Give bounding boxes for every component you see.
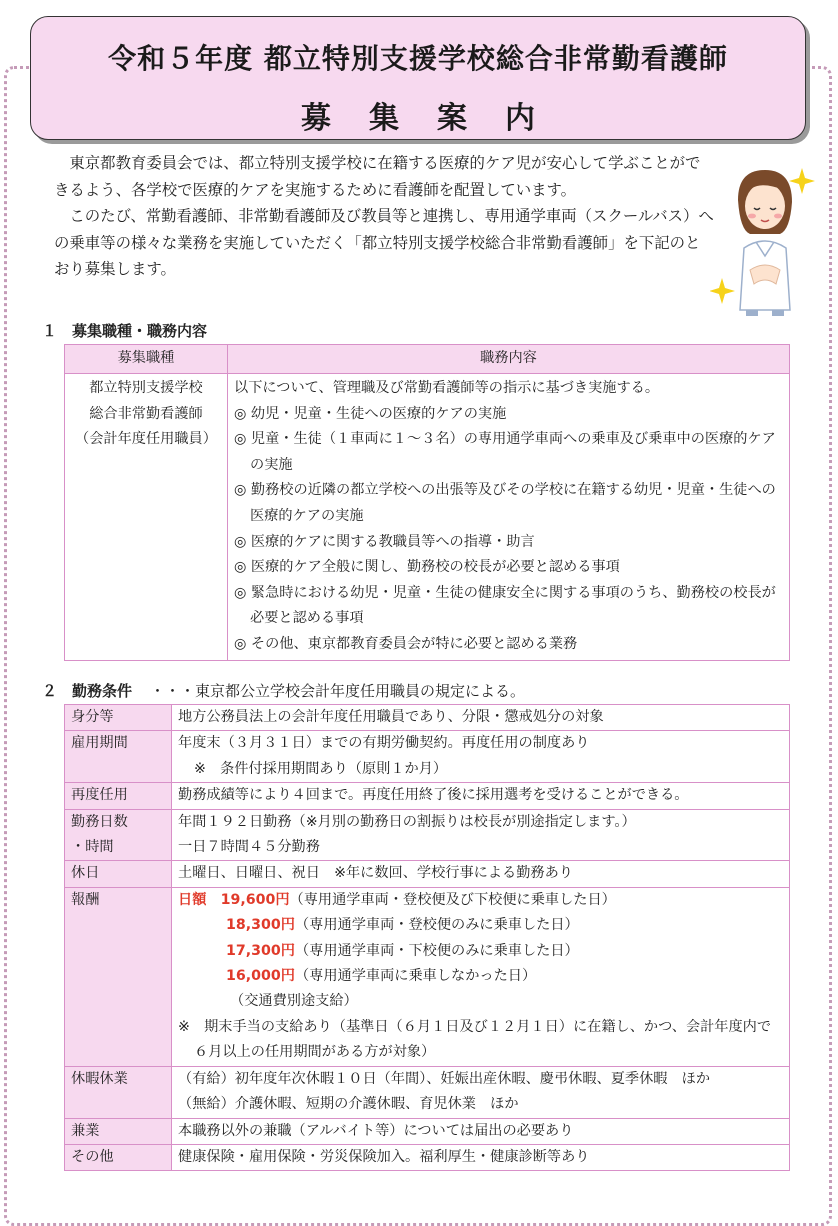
row-value: （有給）初年度年次休暇１０日（年間）、妊娠出産休暇、慶弔休暇、夏季休暇 ほか （無給）介護休暇、短期の介護休暇、育児休業 ほか <box>172 1066 790 1118</box>
job-description-table <box>64 344 790 661</box>
table-row <box>65 1066 790 1118</box>
row-label: 再度任用 <box>65 783 172 809</box>
table-row <box>65 783 790 809</box>
page-title: 令和５年度 都立特別支援学校総合非常勤看護師 <box>108 42 728 75</box>
duty-item: ◎ 幼児・児童・生徒への医療的ケアの実施 <box>234 405 507 422</box>
section2-note: ・・・東京都公立学校会計年度任用職員の規定による。 <box>150 682 526 700</box>
table-row <box>65 861 790 887</box>
table-header-row <box>65 345 790 374</box>
pay-rate: 日額 19,600円（専用通学車両・登校便及び下校便に乗車した日） <box>178 891 616 908</box>
duty-item: ◎ 医療的ケアに関する教職員等への指導・助言 <box>234 533 535 550</box>
pay-rate: 16,000円（専用通学車両に乗車しなかった日） <box>226 968 537 985</box>
table-row <box>65 374 790 661</box>
row-label: 休暇休業 <box>65 1066 172 1118</box>
work-conditions-table <box>64 704 790 1171</box>
duty-item: ◎ 緊急時における幼児・児童・生徒の健康安全に関する事項のうち、勤務校の校長が必要と認める事項 <box>234 584 776 627</box>
bonus-note: ※ 期末手当の支給あり（基準日（６月１日及び１２月１日）に在籍し、かつ、会計年度内で６月以上の任用期間がある方が対象） <box>178 1018 772 1061</box>
table-row <box>65 1118 790 1144</box>
row-label: 雇用期間 <box>65 731 172 783</box>
column-header-duties: 職務内容 <box>228 345 790 374</box>
table-row <box>65 887 790 1066</box>
row-value: 地方公務員法上の会計年度任用職員であり、分限・懲戒処分の対象 <box>172 705 790 731</box>
section2-heading: ２ 勤務条件 ・・・東京都公立学校会計年度任用職員の規定による。 <box>42 682 526 700</box>
table-row <box>65 705 790 731</box>
row-value: 勤務成績等により４回まで。再度任用終了後に採用選考を受けることができる。 <box>172 783 790 809</box>
duties-intro: 以下について、管理職及び常勤看護師等の指示に基づき実施する。 <box>234 380 660 396</box>
duty-item: ◎ 医療的ケア全般に関し、勤務校の校長が必要と認める事項 <box>234 559 620 576</box>
duty-item: ◎ 児童・生徒（１車両に１～３名）の専用通学車両への乗車及び乗車中の医療的ケアの実施 <box>234 431 776 473</box>
transport-note: （交通費別途支給） <box>230 993 358 1010</box>
intro-text <box>54 150 714 283</box>
table-row <box>65 1144 790 1170</box>
table-row <box>65 809 790 861</box>
title-box <box>30 16 806 140</box>
row-value: 年間１９２日勤務（※月別の勤務日の割振りは校長が別途指定します。） 一日７時間４５分勤務 <box>172 809 790 861</box>
pay-rate: 18,300円（専用通学車両・登校便のみに乗車した日） <box>226 917 579 934</box>
intro-paragraph: 東京都教育委員会では、都立特別支援学校に在籍する医療的ケア児が安心して学ぶことができるよう、各学校で医療的ケアを実施するために看護師を配置しています。 <box>54 154 701 199</box>
pay-rate: 17,300円（専用通学車両・下校便のみに乗車した日） <box>226 942 579 959</box>
row-label: 身分等 <box>65 705 172 731</box>
row-value: 年度末（３月３１日）までの有期労働契約。再度任用の制度あり ※ 条件付採用期間あり（原則１か月） <box>172 731 790 783</box>
row-label: 休日 <box>65 861 172 887</box>
row-label: 兼業 <box>65 1118 172 1144</box>
duty-item: ◎ 勤務校の近隣の都立学校への出張等及びその学校に在籍する幼児・児童・生徒への医療的ケアの実施 <box>234 482 776 524</box>
page-subtitle: 募集案内 <box>301 101 573 136</box>
column-header-job: 募集職種 <box>65 345 228 374</box>
row-label: その他 <box>65 1144 172 1170</box>
row-label: 勤務日数 ・時間 <box>65 809 172 861</box>
row-label: 報酬 <box>65 887 172 1066</box>
row-value: 本職務以外の兼職（アルバイト等）については届出の必要あり <box>172 1118 790 1144</box>
table-row <box>65 731 790 783</box>
row-value: 土曜日、日曜日、祝日 ※年に数回、学校行事による勤務あり <box>172 861 790 887</box>
job-title-cell: 都立特別支援学校 総合非常勤看護師 （会計年度任用職員） <box>65 374 228 661</box>
row-value: 健康保険・雇用保険・労災保険加入。福利厚生・健康診断等あり <box>172 1144 790 1170</box>
section1-heading: １ 募集職種・職務内容 <box>42 322 208 340</box>
intro-paragraph: このたび、常勤看護師、非常勤看護師及び教員等と連携し、専用通学車両（スクールバス）への乗車等の様々な業務を実施していただく「都立特別支援学校総合非常勤看護師」を下記のとおり募集します。 <box>54 207 714 278</box>
nurse-illustration <box>710 160 820 320</box>
duties-cell <box>228 374 790 661</box>
duty-item: ◎ その他、東京都教育委員会が特に必要と認める業務 <box>234 635 578 652</box>
pay-cell <box>172 887 790 1066</box>
